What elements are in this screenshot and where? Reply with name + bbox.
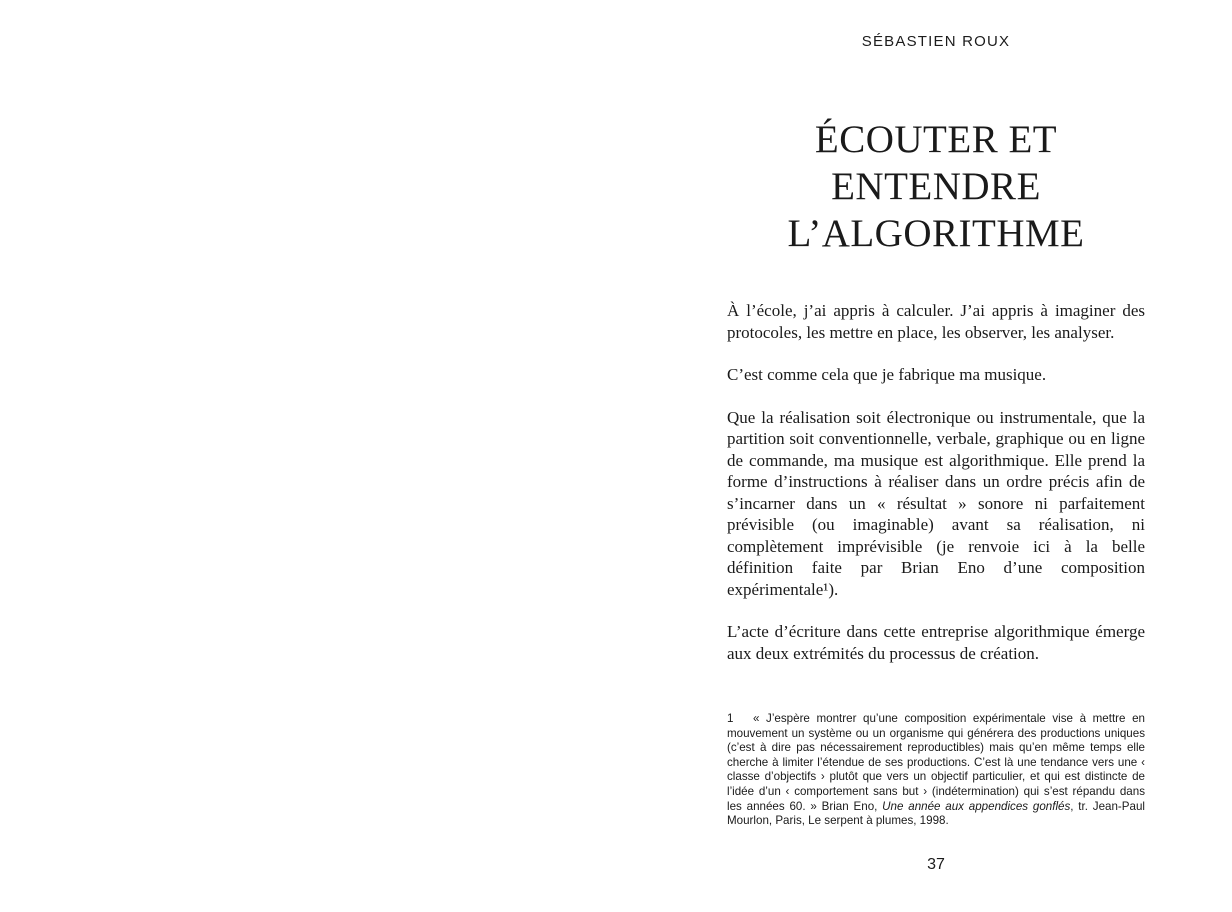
footnote [727, 712, 1145, 829]
running-head-author: SÉBASTIEN ROUX [861, 33, 1011, 50]
text-column [727, 0, 1145, 912]
footnote-text-before: « J’espère montrer qu’une composition expérimentale vise à mettre en mouvement un système ou un organisme qui générera des productions uniques (c’est à dire pas nécessairement reproductibles) mais qu’en même temps elle cherche à limiter l’étendue de ses productions. C’est là une tendance vers une ‹ classe d’objectifs › plutôt que vers un objectif particulier, et qui est distincte de l’idée d’un ‹ comportement sans but › (indétermination) qui s’est répandu dans les années 60. » Brian Eno, [727, 712, 1145, 813]
paragraph-1: À l’école, j’ai appris à calculer. J’ai appris à imaginer des protocoles, les mettre en place, les observer, les analyser. [727, 301, 1145, 342]
paragraph-4: L’acte d’écriture dans cette entreprise algorithmique émerge aux deux extrémités du processus de création. [727, 622, 1145, 663]
chapter-title-line-1: ÉCOUTER ET [814, 118, 1058, 161]
page-number: 37 [927, 856, 945, 873]
footnote-text-after: , tr. Jean-Paul Mourlon, Paris, Le serpent à plumes, 1998. [727, 799, 1145, 828]
paragraph-3: Que la réalisation soit électronique ou instrumentale, que la partition soit conventionnelle, verbale, graphique ou en ligne de commande, ma musique est algorithmique. Elle prend la forme d’instructions à réaliser dans un ordre précis afin de s’incarner dans un « résultat » sonore ni parfaitement prévisible (ou imaginable) avant sa réalisation, ni complètement imprévisible (je renvoie ici à la belle définition faite par Brian Eno d’une composition expérimentale¹). [727, 407, 1145, 599]
chapter-title [727, 116, 1145, 257]
body-text [727, 300, 1145, 685]
chapter-title-line-2: ENTENDRE [831, 165, 1041, 208]
chapter-title-line-3: L’ALGORITHME [787, 212, 1085, 255]
footnote-book-title: Une année aux appendices gonflés [882, 799, 1071, 813]
paragraph-2: C’est comme cela que je fabrique ma musique. [727, 365, 1047, 384]
footnote-number: 1 [727, 712, 734, 725]
